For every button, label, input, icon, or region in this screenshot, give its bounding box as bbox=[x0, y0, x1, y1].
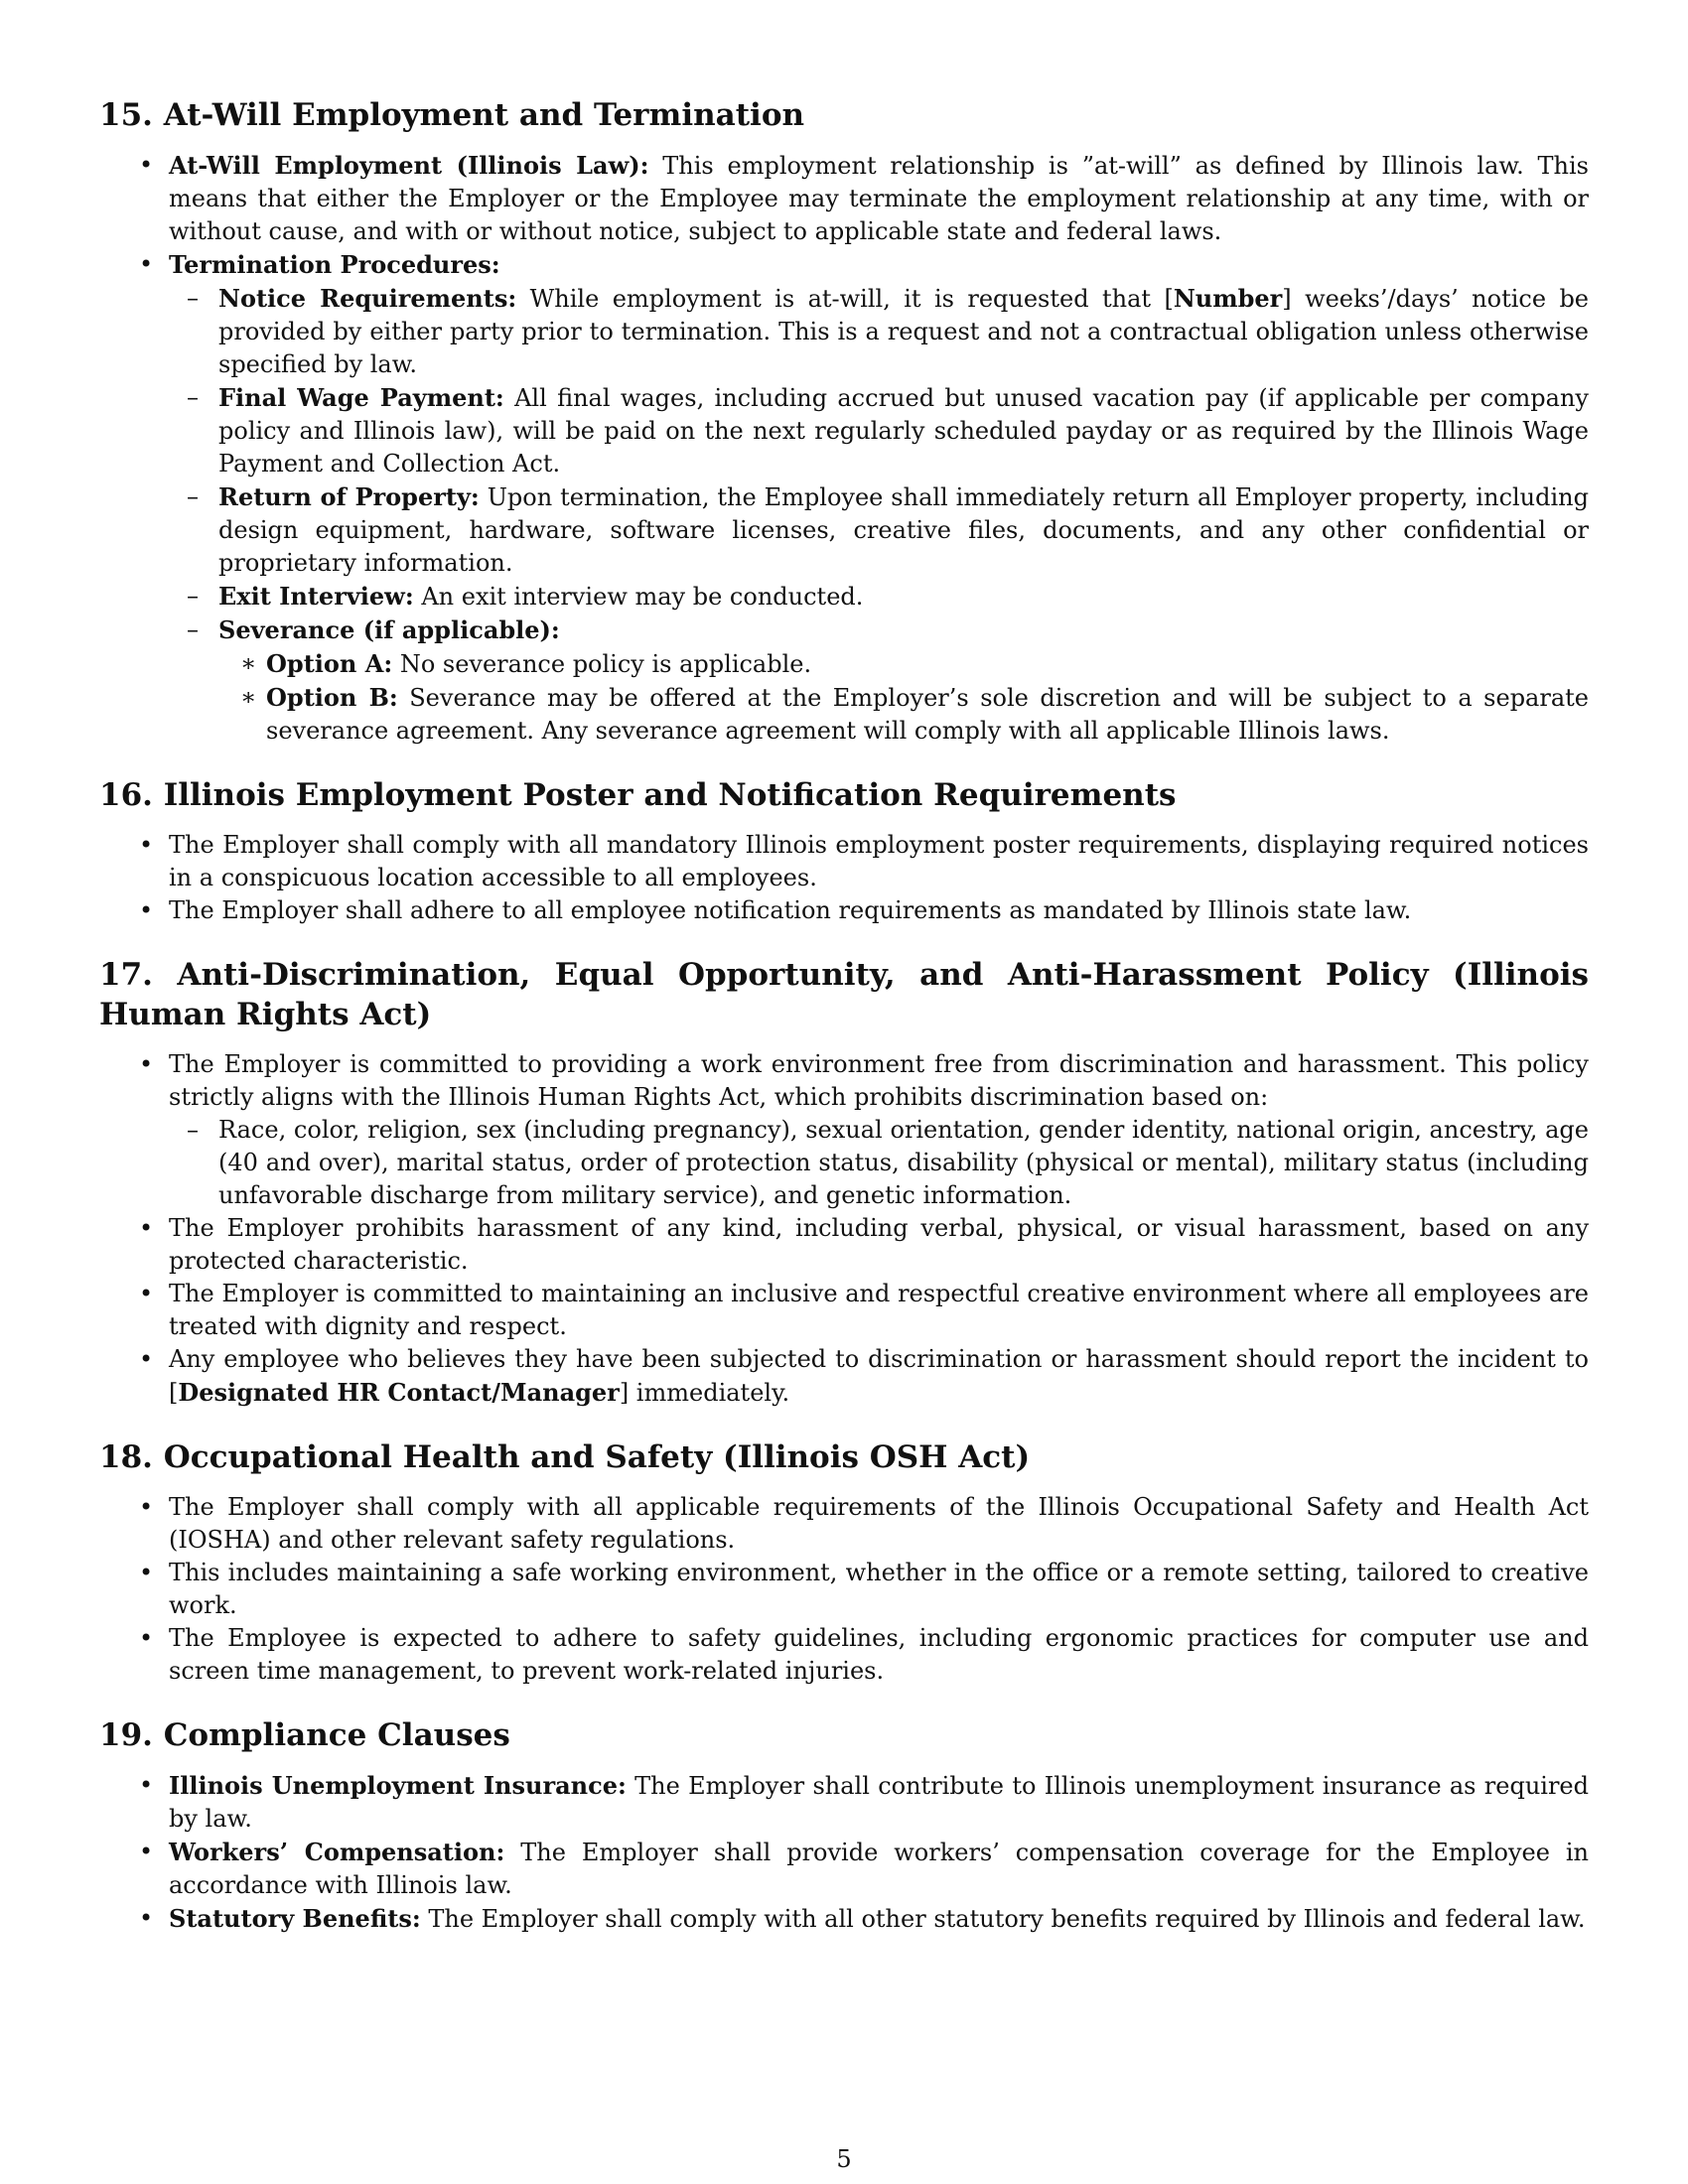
list-item: – Severance (if applicable): ∗ Option A: No severance policy is applicable. ∗ Option B: Severance may be offered at the Employer’s sole discretion and will be subject to a separate severance agreement. Any severance agreement will comply with all applicable Illinois laws. bbox=[159, 614, 1589, 748]
bullet-icon: • bbox=[139, 151, 154, 179]
section-title: 19. Compliance Clauses bbox=[99, 1717, 510, 1753]
dash-icon: – bbox=[187, 582, 199, 610]
bullet-icon: • bbox=[139, 1493, 154, 1521]
bullet-icon: • bbox=[139, 1345, 154, 1373]
list-item: • Statutory Benefits: The Employer shall comply with all other statutory benefits required by Illinois and federal law. bbox=[139, 1904, 1586, 1933]
sub-sub-list bbox=[211, 647, 1589, 748]
bullet-list bbox=[99, 1769, 1589, 1936]
placeholder-field: Designated HR Contact/Manager bbox=[178, 1378, 620, 1407]
bullet-icon: • bbox=[139, 250, 154, 278]
section-19 bbox=[99, 1715, 1589, 1936]
section-title: 16. Illinois Employment Poster and Notification Requirements bbox=[99, 777, 1177, 813]
list-item: • Any employee who believes they have been subjected to discrimination or harassment should report the incident to [Designated HR Contact/Manager] immediately. bbox=[139, 1345, 1589, 1407]
list-item: • The Employer shall comply with all applicable requirements of the Illinois Occupational Safety and Health Act (IOSHA) and other relevant safety regulations. bbox=[139, 1493, 1589, 1554]
list-item: • The Employer shall comply with all mandatory Illinois employment poster requirements, displaying required notices in a conspicuous location accessible to all employees. bbox=[139, 831, 1589, 891]
list-item: ∗ Option A: No severance policy is applicable. bbox=[240, 649, 812, 678]
bullet-icon: • bbox=[139, 1050, 154, 1078]
bullet-icon: • bbox=[139, 1771, 154, 1799]
list-item: • The Employer is committed to providing a work environment free from discrimination and harassment. This policy strictly aligns with the Illinois Human Rights Act, which prohibits discrimination based on: – Race, color, religion, sex (including pregnancy), sexual orientation, gender identity, national origin, ancestry, age (40 and over), marital status, order of protection status, disability (physical or mental), military status (including unfavorable discharge from military service), and genetic information. bbox=[99, 1048, 1589, 1212]
section-title: 15. At-Will Employment and Termination bbox=[99, 97, 805, 133]
list-item: – Exit Interview: An exit interview may be conducted. bbox=[187, 582, 864, 611]
sub-list bbox=[159, 282, 1589, 748]
list-item: • Termination Procedures: – Notice Requirements: While employment is at-will, it is requested that [Number] weeks’/days’ notice be provided by either party prior to termination. This is a request and not a contractual obligation unless otherwise specified by law. – Final Wage Payment: All final wages, including accrued but unused vacation pay (if applicable per company policy and Illinois law), will be paid on the next regularly scheduled payday or as required by the Illinois Wage Payment and Collection Act. – Return of Property: Upon termination, the Employee shall immediately return all Employer property, including design equipment, hardware, software licenses, creative files, documents, and any other confidential or proprietary information. – Exit Interview: An exit interview may be conducted. – Severance (if applicable): ∗ Option A: No severance policy is applicable. ∗ Option B: Severance may be offered at the Employer’s sole discretion and will be subject to a separate severance agreement. Any severance agreement will comply with all applicable Illinois laws. bbox=[99, 248, 1589, 748]
sub-list bbox=[159, 1114, 1589, 1212]
list-item: • Workers’ Compensation: The Employer shall provide workers’ compensation coverage for the Employee in accordance with Illinois law. bbox=[139, 1838, 1590, 1899]
bullet-list bbox=[99, 829, 1589, 927]
list-item: • The Employer is committed to maintaining an inclusive and respectful creative environment where all employees are treated with dignity and respect. bbox=[139, 1280, 1589, 1340]
list-item: ∗ Option B: Severance may be offered at the Employer’s sole discretion and will be subject to a separate severance agreement. Any severance agreement will comply with all applicable Illinois laws. bbox=[240, 683, 1589, 745]
bullet-icon: • bbox=[139, 831, 154, 859]
bullet-icon: • bbox=[139, 1624, 154, 1652]
section-16 bbox=[99, 775, 1589, 927]
dash-icon: – bbox=[187, 284, 199, 312]
section-title: 17. Anti-Discrimination, Equal Opportunity, and Anti-Harassment Policy (Illinois Human Rights Act) bbox=[99, 957, 1589, 1032]
bullet-icon: • bbox=[139, 1838, 154, 1865]
list-item: • The Employee is expected to adhere to safety guidelines, including ergonomic practices for computer use and screen time management, to prevent work-related injuries. bbox=[139, 1624, 1589, 1685]
list-item: – Return of Property: Upon termination, the Employee shall immediately return all Employer property, including design equipment, hardware, software licenses, creative files, documents, and any other confidential or proprietary information. bbox=[187, 482, 1590, 577]
list-item: – Race, color, religion, sex (including pregnancy), sexual orientation, gender identity, national origin, ancestry, age (40 and over), marital status, order of protection status, disability (physical or mental), military status (including unfavorable discharge from military service), and genetic information. bbox=[187, 1116, 1589, 1209]
page-number: 5 bbox=[836, 2145, 852, 2173]
dash-icon: – bbox=[187, 482, 199, 510]
bullet-icon: • bbox=[139, 1214, 154, 1242]
dash-icon: – bbox=[187, 615, 199, 643]
bullet-list bbox=[99, 149, 1589, 748]
bullet-icon: • bbox=[139, 1559, 154, 1586]
asterisk-icon: ∗ bbox=[240, 649, 257, 677]
list-item: • At-Will Employment (Illinois Law): This employment relationship is ”at-will” as defined by Illinois law. This means that either the Employer or the Employee may terminate the employment relationship at any time, with or without cause, and with or without notice, subject to applicable state and federal laws. bbox=[139, 151, 1589, 245]
dash-icon: – bbox=[187, 1116, 199, 1144]
asterisk-icon: ∗ bbox=[240, 683, 257, 711]
document-page bbox=[99, 95, 1589, 1964]
list-item: • This includes maintaining a safe working environment, whether in the office or a remote setting, tailored to creative work. bbox=[139, 1559, 1589, 1619]
list-item: • The Employer shall adhere to all employee notification requirements as mandated by Illinois state law. bbox=[99, 894, 1589, 927]
list-item: • The Employer prohibits harassment of any kind, including verbal, physical, or visual harassment, based on any protected characteristic. bbox=[139, 1214, 1589, 1275]
section-15 bbox=[99, 95, 1589, 748]
bullet-list bbox=[99, 1048, 1589, 1410]
section-17 bbox=[99, 955, 1589, 1410]
list-item: – Notice Requirements: While employment is at-will, it is requested that [Number] weeks’/days’ notice be provided by either party prior to termination. This is a request and not a contractual obligation unless otherwise specified by law. bbox=[187, 284, 1590, 378]
section-title: 18. Occupational Health and Safety (Illinois OSH Act) bbox=[99, 1439, 1031, 1475]
list-item: – Final Wage Payment: All final wages, including accrued but unused vacation pay (if applicable per company policy and Illinois law), will be paid on the next regularly scheduled payday or as required by the Illinois Wage Payment and Collection Act. bbox=[187, 383, 1589, 478]
list-item: • Illinois Unemployment Insurance: The Employer shall contribute to Illinois unemployment insurance as required by law. bbox=[139, 1771, 1589, 1833]
bullet-icon: • bbox=[139, 1280, 154, 1307]
dash-icon: – bbox=[187, 383, 199, 411]
placeholder-field: Number bbox=[1173, 284, 1283, 313]
bullet-icon: • bbox=[139, 1904, 154, 1932]
bullet-icon: • bbox=[139, 896, 154, 924]
section-18 bbox=[99, 1437, 1589, 1688]
bullet-list bbox=[99, 1491, 1589, 1688]
